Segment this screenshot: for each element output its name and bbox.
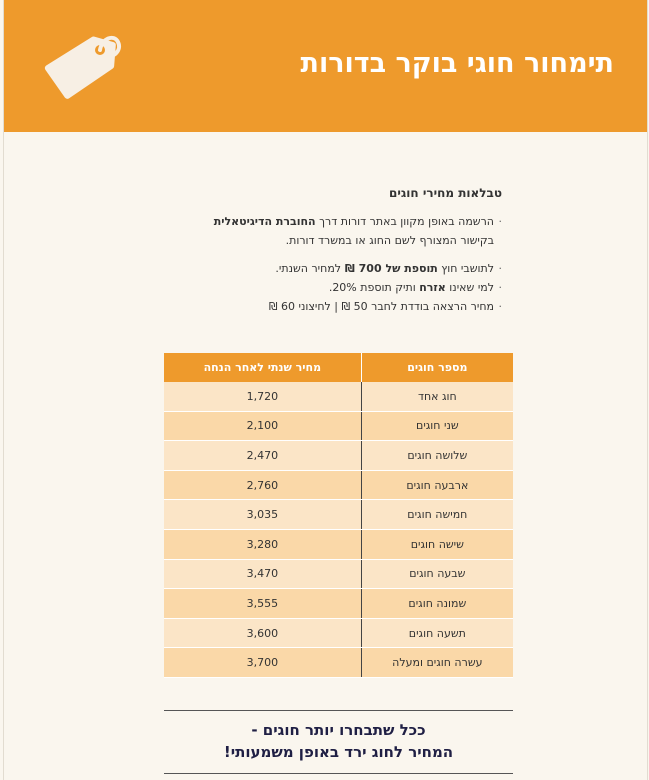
row-price-cell: 3,280 xyxy=(164,529,361,559)
page xyxy=(3,0,648,780)
page-title: תימחור חוגי בוקר בדורות xyxy=(300,48,614,79)
info-line-lecture: ·מחיר הרצאה בודדת לחבר 50 ₪ | לחיצוני 60 ₪ xyxy=(268,300,502,313)
price-tag-icon xyxy=(42,30,122,116)
row-count-cell: ארבעה חוגים xyxy=(361,470,513,500)
table-row xyxy=(164,382,513,411)
column-header-price: מחיר שנתי לאחר הנחה xyxy=(164,353,361,382)
row-price-cell: 1,720 xyxy=(164,382,361,411)
row-price-cell: 3,600 xyxy=(164,618,361,648)
row-count-cell: עשרה חוגים ומעלה xyxy=(361,648,513,678)
row-count-cell: חמישה חוגים xyxy=(361,500,513,530)
info-line-senior: ·למי שאינו אזרח ותיק תוספת 20%. xyxy=(328,281,502,294)
table-row xyxy=(164,441,513,471)
header-banner xyxy=(4,0,647,132)
row-count-cell: שלושה חוגים xyxy=(361,441,513,471)
info-line-link: בקישור המצורף לשם החוג או במשרד דורות. xyxy=(285,234,494,247)
row-price-cell: 2,100 xyxy=(164,411,361,441)
table-row xyxy=(164,618,513,648)
row-price-cell: 3,700 xyxy=(164,648,361,678)
row-price-cell: 3,470 xyxy=(164,559,361,589)
row-count-cell: שבעה חוגים xyxy=(361,559,513,589)
table-row xyxy=(164,411,513,441)
row-price-cell: 2,470 xyxy=(164,441,361,471)
table-row xyxy=(164,589,513,619)
info-title: טבלאות מחירי חוגים xyxy=(389,186,502,200)
row-price-cell: 2,760 xyxy=(164,470,361,500)
row-count-cell: שישה חוגים xyxy=(361,529,513,559)
table-row xyxy=(164,648,513,678)
table-row xyxy=(164,559,513,589)
row-count-cell: שני חוגים xyxy=(361,411,513,441)
divider-bottom xyxy=(164,773,513,774)
digital-booklet-link[interactable]: החוברת הדיגיטאלית xyxy=(213,215,316,228)
table-row xyxy=(164,500,513,530)
footer-line-2: המחיר לחוג ירד באופן משמעותי! xyxy=(223,743,454,761)
table-row xyxy=(164,470,513,500)
price-table xyxy=(164,353,513,678)
divider-top xyxy=(164,710,513,711)
column-header-count: מספר חוגים xyxy=(361,353,513,382)
table-header-row xyxy=(164,353,513,382)
row-count-cell: שמונה חוגים xyxy=(361,589,513,619)
row-count-cell: תשעה חוגים xyxy=(361,618,513,648)
row-count-cell: חוג אחד xyxy=(361,382,513,411)
table-row xyxy=(164,529,513,559)
info-section xyxy=(142,186,502,316)
info-line-external: ·לתושבי חוץ תוספת של 700 ₪ למחיר השנתי. xyxy=(275,262,502,275)
footer-message xyxy=(164,719,513,763)
info-line-registration: ·הרשמה באופן מקוון באתר דורות דרך החוברת הדיגיטאלית xyxy=(213,215,502,228)
row-price-cell: 3,035 xyxy=(164,500,361,530)
footer-line-1: ככל שתבחרו יותר חוגים - xyxy=(251,721,426,739)
row-price-cell: 3,555 xyxy=(164,589,361,619)
